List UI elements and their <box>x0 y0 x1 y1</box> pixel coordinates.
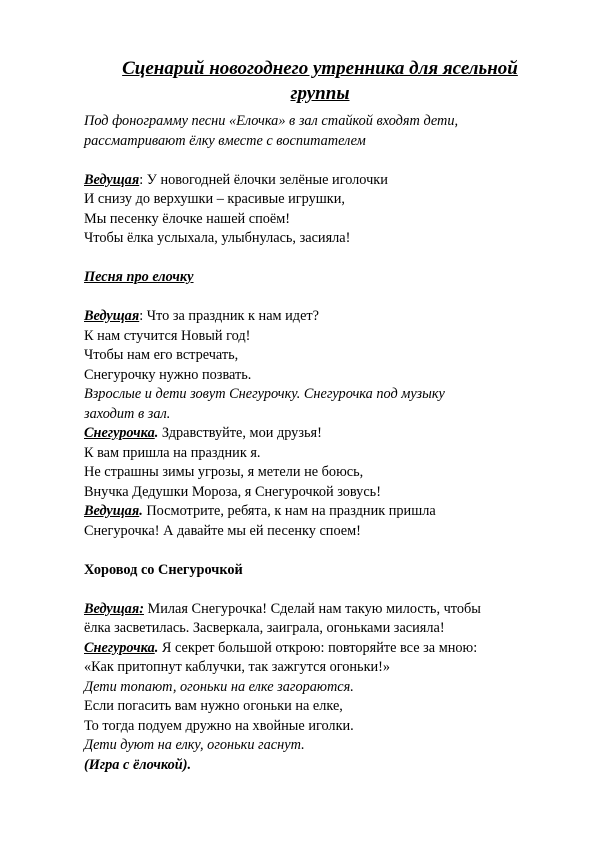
verse-line: Чтобы ёлка услыхала, улыбнулась, засияла! <box>84 230 351 246</box>
speaker-snow: Снегурочка <box>84 425 155 441</box>
host-line: Ведущая: Что за праздник к нам идет? <box>84 308 320 324</box>
verse-line: То тогда подуем дружно на хвойные иголки. <box>84 717 354 734</box>
host-line: Ведущая: У новогодней ёлочки зелёные иголочки <box>84 171 388 188</box>
dance-heading: Хоровод со Снегурочкой <box>84 561 243 578</box>
game-heading: (Игра с ёлочкой). <box>84 756 192 773</box>
title-line-1: Сценарий новогоднего утренника для ясельной <box>122 58 518 79</box>
verse-line: Не страшны зимы угрозы, я метели не боюсь, <box>84 464 364 480</box>
speaker-host: Ведущая <box>84 308 140 324</box>
snow-line: Снегурочка. Я секрет большой открою: повторяйте все за мною: <box>84 639 478 656</box>
intro-line-2: рассматривают ёлку вместе с воспитателем <box>84 132 366 149</box>
speaker-host: Ведущая <box>84 503 140 519</box>
verse-line: Снегурочку нужно позвать. <box>84 366 252 383</box>
speaker-host: Ведущая <box>84 600 140 617</box>
host-line: Ведущая: Милая Снегурочка! Сделай нам такую милость, чтобы <box>84 600 481 617</box>
verse-line: К нам стучится Новый год! <box>84 327 251 344</box>
verse-line: Мы песенку ёлочке нашей споём! <box>84 210 291 227</box>
title-line-2: группы <box>290 83 350 104</box>
speaker-host: Ведущая <box>84 171 140 188</box>
stage-remark: Дети топают, огоньки на елке загораются. <box>84 678 354 695</box>
verse-line: Снегурочка! А давайте мы ей песенку споем! <box>84 522 361 539</box>
verse-line: «Как притопнут каблучки, так зажгутся огоньки!» <box>84 659 391 675</box>
stage-remark: Взрослые и дети зовут Снегурочку. Снегурочка под музыку <box>84 386 445 402</box>
verse-line: И снизу до верхушки – красивые игрушки, <box>84 191 345 207</box>
host-line: Ведущая. Посмотрите, ребята, к нам на праздник пришла <box>84 503 436 519</box>
song-heading: Песня про елочку <box>84 269 194 285</box>
verse-line: Внучка Дедушки Мороза, я Снегурочкой зовусь! <box>84 483 381 500</box>
intro-line-1: Под фонограмму песни «Елочка» в зал стайкой входят дети, <box>84 113 459 129</box>
stage-remark: заходит в зал. <box>84 405 171 422</box>
verse-line: К вам пришла на праздник я. <box>84 444 261 461</box>
speaker-snow: Снегурочка <box>84 639 155 656</box>
page-title <box>90 56 550 106</box>
verse-line: Если погасить вам нужно огоньки на елке, <box>84 698 343 714</box>
snow-line: Снегурочка. Здравствуйте, мои друзья! <box>84 425 322 441</box>
verse-line: ёлка засветилась. Засверкала, заиграла, огоньками засияла! <box>84 620 445 636</box>
verse-line: Чтобы нам его встречать, <box>84 347 239 363</box>
script-text <box>84 112 554 775</box>
stage-remark: Дети дуют на елку, огоньки гаснут. <box>84 737 305 753</box>
